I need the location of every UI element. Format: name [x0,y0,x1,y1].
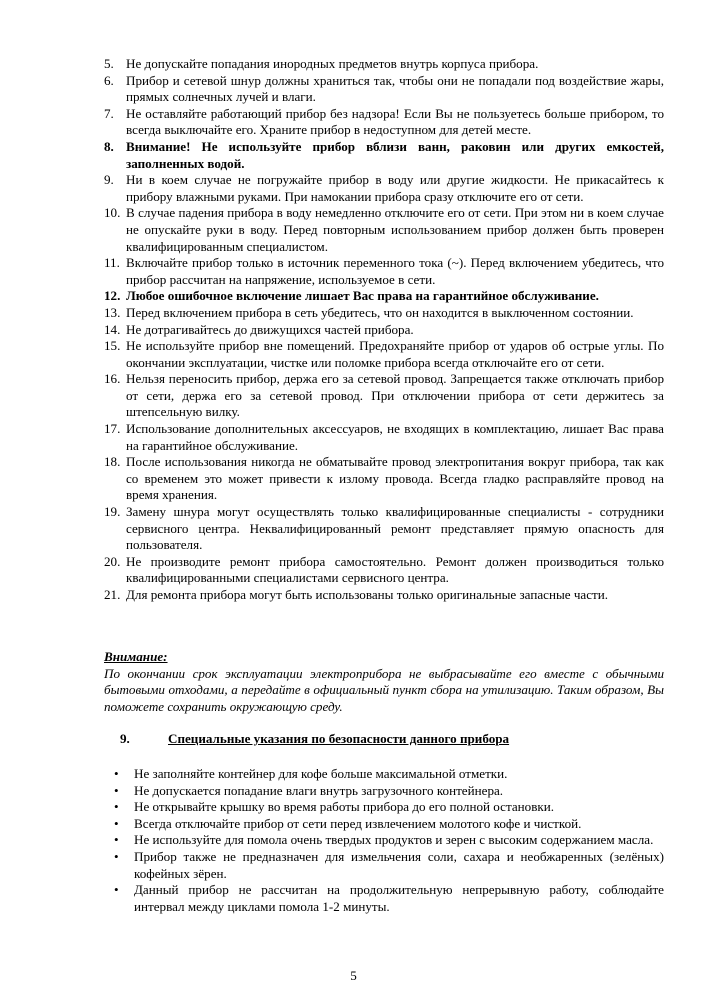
item-text: Не допускайте попадания инородных предметов внутрь корпуса прибора. [126,56,539,71]
disposal-notice [104,649,664,715]
item-text: Не оставляйте работающий прибор без надзора! Если Вы не пользуетесь больше прибором, то всегда выключайте его. Храните прибор в недоступном для детей месте. [126,105,664,138]
bullet-icon: • [114,799,119,815]
item-text: Включайте прибор только в источник переменного тока (~). Перед включением убедитесь, что прибор рассчитан на напряжение, используемое в сети. [126,255,664,287]
bullet-item [104,849,664,882]
item-text: Не производите ремонт прибора самостоятельно. Ремонт должен производиться только квалифицированными специалистами сервисного центра. [126,553,664,586]
list-item [104,421,664,454]
bullet-item [104,832,664,849]
bullet-icon: • [114,815,119,831]
item-number: 12. [104,288,121,304]
notice-text: По окончании срок эксплуатации электроприбора не выбрасывайте его вместе с обычными бытовыми отходами, а передайте в официальный пункт сбора на утилизацию. Таким образом, Вы поможете сохранить окружающую среду. [104,665,664,714]
bullet-text: Не допускается попадание влаги внутрь загрузочного контейнера. [134,782,504,798]
item-text: Использование дополнительных аксессуаров, не входящих в комплектацию, лишает Вас права на гарантийное обслуживание. [126,421,664,453]
list-item [104,106,664,139]
bullet-icon: • [114,832,119,848]
section-number: 9. [120,731,130,746]
item-text: Любое ошибочное включение лишает Вас права на гарантийное обслуживание. [126,288,599,304]
list-item [104,371,664,421]
item-number: 15. [104,338,121,354]
section-title: Специальные указания по безопасности данного прибора [168,731,510,746]
item-number: 7. [104,105,114,121]
item-text: Не дотрагивайтесь до движущихся частей прибора. [126,321,414,337]
bullet-item [104,816,664,833]
item-number: 17. [104,421,121,437]
item-text: Ни в коем случае не погружайте прибор в воду или другие жидкости. Не прикасайтесь к прибору влажными руками. При намокании прибора сразу отключите его от сети. [126,172,664,204]
list-item [104,338,664,371]
list-item [104,454,664,504]
safety-rules-list [104,56,664,604]
list-item [104,554,664,587]
special-instructions-list [104,766,664,915]
bullet-text: Всегда отключайте прибор от сети перед извлечением молотого кофе и чисткой. [134,815,582,831]
list-item [104,73,664,106]
bullet-item [104,783,664,800]
page-number: 5 [350,968,357,983]
item-number: 5. [104,56,114,71]
notice-heading: Внимание: [104,649,168,664]
list-item [104,205,664,255]
bullet-item [104,799,664,816]
list-item-warning [104,288,664,305]
list-item [104,587,664,604]
bullet-text: Не используйте для помола очень твердых продуктов и зерен с высоким содержанием масла. [134,832,654,848]
item-number: 20. [104,553,121,569]
item-text: Внимание! Не используйте прибор вблизи ванн, раковин или других емкостей, заполненных водой. [126,138,664,171]
item-number: 21. [104,587,121,602]
bullet-icon: • [114,848,119,864]
list-item [104,255,664,288]
bullet-item [104,882,664,915]
item-text: Перед включением прибора в сеть убедитесь, что он находится в выключенном состоянии. [126,304,634,320]
bullet-text: Прибор также не предназначен для измельчения соли, сахара и необжаренных (зелёных) кофейных зёрен. [134,848,664,881]
item-number: 18. [104,454,121,470]
bullet-text: Не заполняйте контейнер для кофе больше максимальной отметки. [134,766,508,781]
bullet-icon: • [114,766,119,781]
bullet-text: Не открывайте крышку во время работы прибора до его полной остановки. [134,799,555,815]
item-number: 10. [104,205,121,221]
item-text: Нельзя переносить прибор, держа его за сетевой провод. Запрещается также отключать прибор от сети, держа его за сетевой провод. При отключении прибора от сети держитесь за штепсельную вилку. [126,371,664,420]
list-item [104,56,664,73]
bullet-text: Данный прибор не рассчитан на продолжительную непрерывную работу, соблюдайте интервал между циклами помола 1-2 минуты. [134,882,664,914]
bullet-item [104,766,664,783]
item-number: 14. [104,321,121,337]
item-number: 6. [104,72,114,88]
item-text: В случае падения прибора в воду немедленно отключите его от сети. При этом ни в коем случае не опускайте руки в воду. Перед повторным использованием прибор должен быть проверен квалифицированным специалистом. [126,205,664,254]
section-heading [120,731,660,748]
item-number: 9. [104,172,114,188]
list-item [104,322,664,339]
item-text: После использования никогда не обматывайте провод электропитания вокруг прибора, так как со временем это может привести к излому провода. Всегда гладко расправляйте провод на время хранения. [126,454,664,503]
item-text: Прибор и сетевой шнур должны храниться так, чтобы они не попадали под воздействие жары, прямых солнечных лучей и влаги. [126,72,664,105]
bullet-icon: • [114,882,119,898]
bullet-icon: • [114,782,119,798]
list-item-warning [104,139,664,172]
item-text: Не используйте прибор вне помещений. Предохраняйте прибор от ударов об острые углы. По окончании эксплуатации, чистке или поломке прибора всегда отключайте его от сети. [126,338,664,370]
item-text: Замену шнура могут осуществлять только квалифицированные специалисты - сотрудники сервисного центра. Неквалифицированный ремонт представляет прямую опасность для пользователя. [126,504,664,553]
list-item [104,305,664,322]
item-number: 16. [104,371,121,387]
list-item [104,504,664,554]
item-number: 11. [104,255,120,271]
item-number: 8. [104,138,114,154]
list-item [104,172,664,205]
item-number: 13. [104,304,121,320]
item-text: Для ремонта прибора могут быть использованы только оригинальные запасные части. [126,587,609,602]
item-number: 19. [104,504,121,520]
